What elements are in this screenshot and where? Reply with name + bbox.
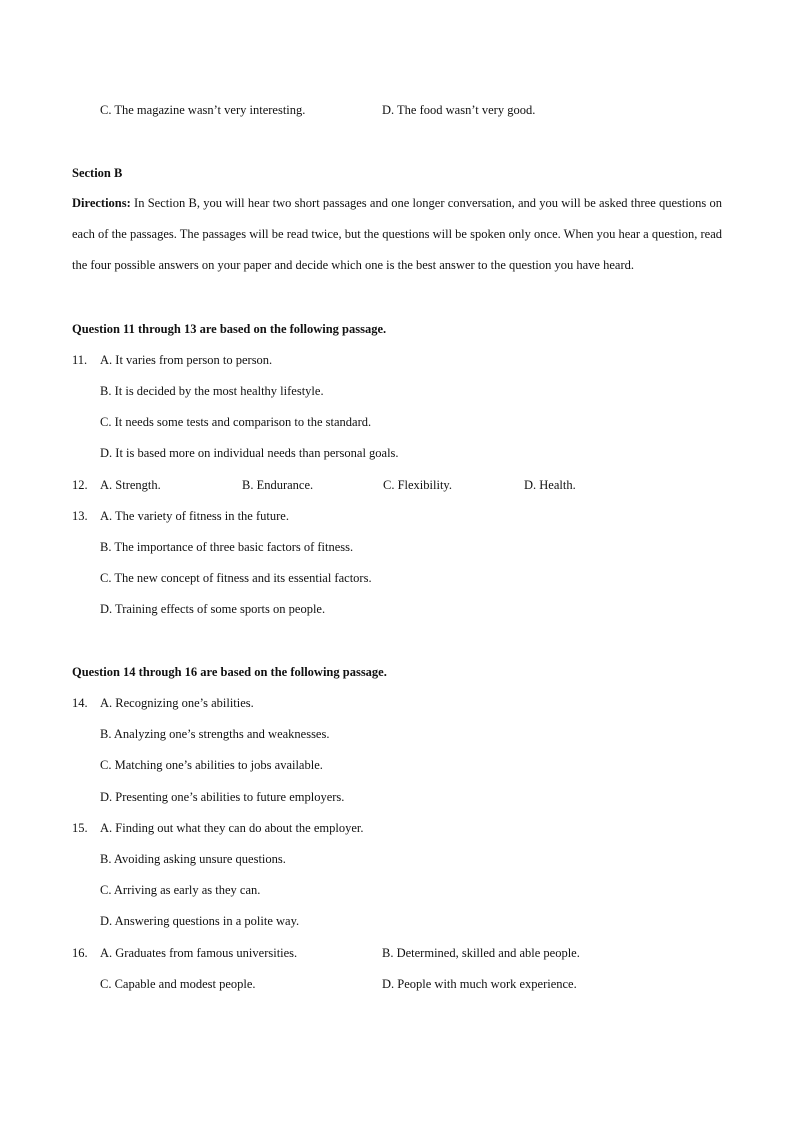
q11-number: 11. [72, 353, 88, 367]
q12-option-b: B. Endurance. [242, 478, 314, 492]
q13-option-a: A. The variety of fitness in the future. [100, 509, 289, 523]
q16-option-a: A. Graduates from famous universities. [100, 946, 298, 960]
q15-option-b: B. Avoiding asking unsure questions. [100, 852, 286, 866]
q16-option-d: D. People with much work experience. [382, 977, 577, 991]
directions-label: Directions: [72, 196, 131, 210]
q15-option-d: D. Answering questions in a polite way. [100, 914, 300, 928]
section-b-directions [72, 188, 722, 281]
group-14-16-heading: Question 14 through 16 are based on the following passage. [72, 665, 387, 679]
q12-number: 12. [72, 478, 88, 492]
q14-number: 14. [72, 696, 88, 710]
q11-option-d: D. It is based more on individual needs than personal goals. [100, 446, 399, 460]
q11-option-a: A. It varies from person to person. [100, 353, 273, 367]
q13-option-c: C. The new concept of fitness and its essential factors. [100, 571, 372, 585]
q11-option-c: C. It needs some tests and comparison to the standard. [100, 415, 372, 429]
section-b-heading: Section B [72, 166, 123, 180]
q11-option-b: B. It is decided by the most healthy lifestyle. [100, 384, 324, 398]
q13-option-d: D. Training effects of some sports on people. [100, 602, 326, 616]
q14-option-b: B. Analyzing one’s strengths and weaknesses. [100, 727, 330, 741]
group-11-13-heading: Question 11 through 13 are based on the following passage. [72, 322, 387, 336]
q13-option-b: B. The importance of three basic factors of fitness. [100, 540, 354, 554]
q14-option-c: C. Matching one’s abilities to jobs available. [100, 758, 323, 772]
q16-number: 16. [72, 946, 88, 960]
q16-option-c: C. Capable and modest people. [100, 977, 256, 991]
q10-option-c: C. The magazine wasn’t very interesting. [100, 103, 306, 117]
q16-option-b: B. Determined, skilled and able people. [382, 946, 580, 960]
q12-option-c: C. Flexibility. [383, 478, 452, 492]
q15-option-c: C. Arriving as early as they can. [100, 883, 261, 897]
q12-option-d: D. Health. [524, 478, 576, 492]
q12-option-a: A. Strength. [100, 478, 161, 492]
q10-option-d: D. The food wasn’t very good. [382, 103, 536, 117]
q14-option-d: D. Presenting one’s abilities to future employers. [100, 790, 345, 804]
q14-option-a: A. Recognizing one’s abilities. [100, 696, 254, 710]
q13-number: 13. [72, 509, 88, 523]
q15-option-a: A. Finding out what they can do about the employer. [100, 821, 364, 835]
q15-number: 15. [72, 821, 88, 835]
directions-text: In Section B, you will hear two short passages and one longer conversation, and you will be asked three questions on each of the passages. The passages will be read twice, but the questions will be spoken only once. When you hear a question, read the four possible answers on your paper and decide which one is the best answer to the question you have heard. [72, 196, 722, 272]
